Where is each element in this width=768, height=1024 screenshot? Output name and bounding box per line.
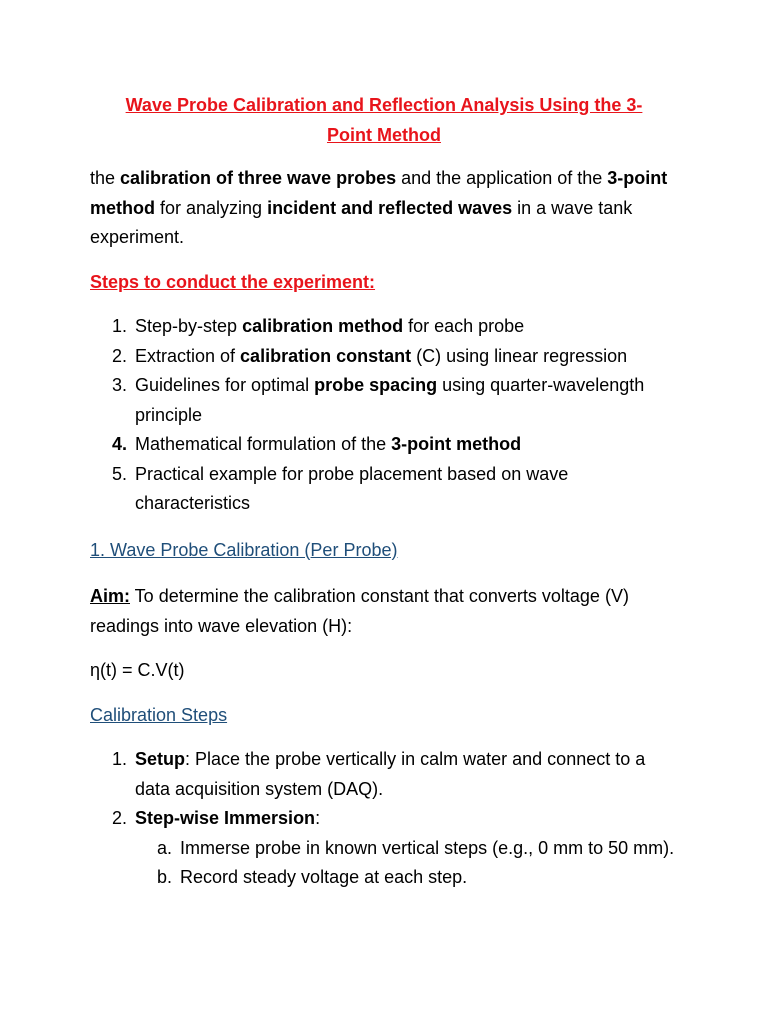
list-text: (C) using linear regression [411,345,628,366]
aim-paragraph [90,582,678,641]
intro-text-2: and the application of the [396,168,608,188]
sub-list-letter: b. [157,867,173,887]
steps-list [90,312,678,519]
sub-list-item [135,834,678,864]
list-text: Extraction of [135,345,241,366]
intro-text-1: the [90,168,121,188]
sub-list-text: Immerse probe in known vertical steps (e.g., 0 mm to 50 mm). [180,837,675,858]
list-number: 2. [112,345,128,366]
list-bold: calibration constant [240,345,412,366]
list-number: 4. [112,434,128,454]
list-bold: calibration method [242,316,404,336]
list-bold: probe spacing [314,375,438,395]
intro-bold-2: 3-point method [90,168,668,218]
aim-label: Aim: [90,586,130,606]
list-item [90,745,678,804]
calibration-steps-heading: Calibration Steps [90,704,228,725]
intro-bold-3: incident and reflected waves [267,197,513,218]
list-item [90,371,678,430]
sub-list-letter: a. [157,837,173,858]
list-text: using quarter-wavelength principle [135,375,645,425]
list-text: : Place the probe vertically in calm water and connect to a data acquisition system (DAQ). [135,749,646,799]
list-bold: Step-wise Immersion [135,808,316,828]
intro-text-3: for analyzing [155,197,268,218]
title-line-1: Wave Probe Calibration and Reflection Analysis Using the 3- [125,95,643,115]
list-number: 2. [112,808,128,828]
list-item [90,342,678,372]
list-item [90,312,678,342]
list-item [90,430,678,460]
steps-heading: Steps to conduct the experiment: [90,271,376,292]
intro-bold-1: calibration of three wave probes [120,168,397,188]
list-item [90,804,678,893]
list-number: 5. [112,463,128,484]
section-1-heading: 1. Wave Probe Calibration (Per Probe) [90,539,398,560]
list-number: 3. [112,375,128,395]
title-line-2: Point Method [327,125,441,145]
sub-list-text: Record steady voltage at each step. [180,867,468,887]
calibration-steps-list [90,745,678,893]
aim-text: To determine the calibration constant that converts voltage (V) readings into wave elevation (H): [90,586,629,636]
list-text: for each probe [403,316,525,336]
intro-text-4: in a wave tank experiment. [90,197,633,247]
list-bold: Setup [135,749,186,769]
list-text: Step-by-step [135,316,243,336]
list-text: Guidelines for optimal [135,375,315,395]
list-number: 1. [112,749,128,769]
list-number: 1. [112,316,128,336]
list-text: Practical example for probe placement based on wave characteristics [135,463,569,513]
sub-steps-list [135,834,678,893]
list-text: : [315,808,321,828]
list-text: Mathematical formulation of the [135,434,392,454]
calibration-formula: η(t) = C.V(t) [90,660,185,680]
sub-list-item [135,863,678,893]
list-item [90,460,678,519]
document-title [90,90,678,150]
list-bold: 3-point method [391,434,522,454]
intro-paragraph [90,164,678,253]
